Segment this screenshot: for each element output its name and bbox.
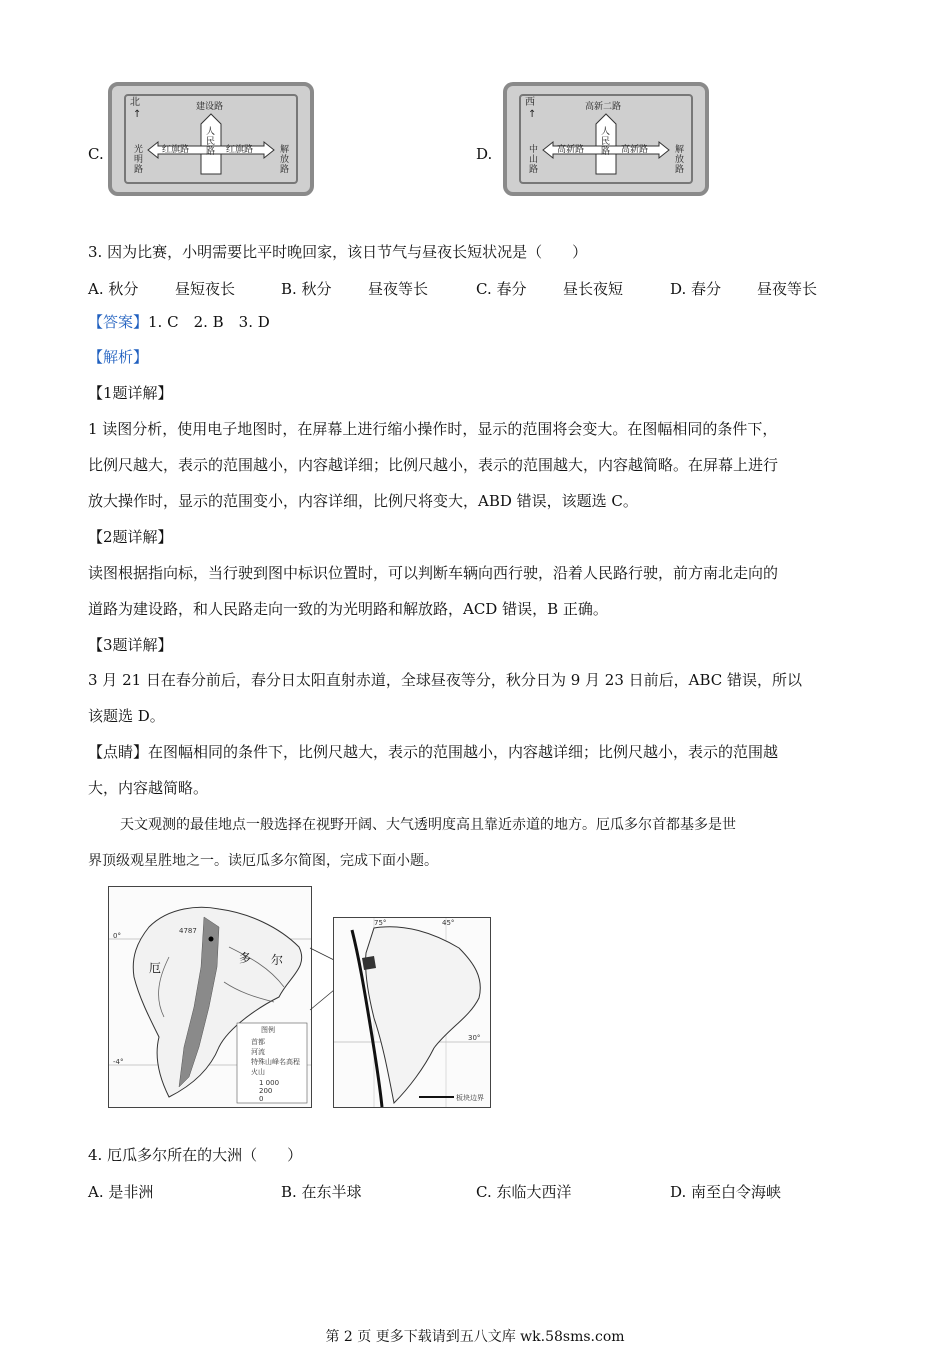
q4-option-c: C. 东临大西洋: [476, 1183, 572, 1201]
q3-option-d-letter: D. 春分: [670, 280, 722, 298]
tip-line-1: [88, 742, 778, 762]
q4-option-b: B. 在东半球: [281, 1183, 362, 1201]
legend-item-volcano: 火山: [251, 1068, 265, 1076]
west-arrow-icon: ↑: [528, 109, 537, 120]
detail2-line-2: 道路为建设路，和人民路走向一致的为光明路和解放路，ACD 错误，B 正确。: [88, 600, 608, 618]
passage-line-1: 天文观测的最佳地点一般选择在视野开阔、大气透明度高且靠近赤道的地方。厄瓜多尔首都基多是世: [120, 817, 736, 833]
south-america-locator-map: [333, 917, 491, 1108]
q3-option-b-letter: B. 秋分: [281, 280, 332, 298]
detail1-line-1: 1 读图分析，使用电子地图时，在屏幕上进行缩小操作时，显示的范围将会变大。在图幅相同的条件下，: [88, 420, 778, 438]
legend-elev-0: 0: [259, 1095, 264, 1103]
left-v-road-label: 中山路: [527, 144, 537, 174]
q3-stem: 3. 因为比赛，小明需要比平时晚回家，该日节气与昼夜长短状况是（ ）: [88, 243, 588, 261]
legend-title: 图例: [261, 1026, 275, 1034]
option-c-label: C.: [88, 145, 104, 163]
detail1-line-3: 放大操作时，显示的范围变小，内容详细，比例尺将变大，ABD 错误，该题选 C。: [88, 492, 638, 510]
answer-tag: 【答案】: [88, 313, 149, 331]
north-indicator: 北: [130, 97, 140, 108]
main-road-label: 人民路: [204, 126, 214, 156]
elevation-value: 4787: [179, 927, 197, 935]
tip-text-1: 在图幅相同的条件下，比例尺越大，表示的范围越小，内容越详细；比例尺越小，表示的范围越: [148, 743, 779, 761]
left-h-road-label: 红旗路: [162, 145, 190, 155]
top-road-label: 建设路: [196, 102, 224, 112]
answer-line: [88, 312, 270, 332]
passage-line-2: 界顶级观星胜地之一。读厄瓜多尔简图，完成下面小题。: [88, 853, 438, 869]
analysis-tag: 【解析】: [88, 348, 149, 366]
plate-boundary-label: 板块边界: [456, 1094, 484, 1102]
legend-item-capital: 首都: [251, 1038, 265, 1046]
latitude-minus4-label: -4°: [113, 1058, 124, 1066]
road-sign-c: [108, 82, 314, 196]
map-label-duo: 多: [239, 951, 252, 965]
q3-option-d-text: 昼夜等长: [757, 280, 818, 298]
q4-option-d: D. 南至白令海峡: [670, 1183, 782, 1201]
north-arrow-icon: ↑: [133, 109, 142, 120]
legend-item-peak: 特殊山峰名高程: [251, 1058, 300, 1066]
top-road-label: 高新二路: [585, 102, 622, 112]
road-sign-d: [503, 82, 709, 196]
right-v-road-label: 解放路: [278, 144, 288, 174]
detail3-line-2: 该题选 D。: [88, 707, 165, 725]
map-label-e: 厄: [149, 961, 162, 975]
main-road-label: 人民路: [599, 126, 609, 156]
q4-stem: 4. 厄瓜多尔所在的大洲（ ）: [88, 1146, 303, 1164]
longitude-75-label: 75°: [374, 919, 387, 927]
longitude-45-label: 45°: [442, 919, 455, 927]
right-h-road-label: 红旗路: [226, 145, 254, 155]
detail3-line-1: 3 月 21 日在春分前后，春分日太阳直射赤道，全球昼夜等分，秋分日为 9 月 23 日前后，ABC 错误，所以: [88, 671, 803, 689]
ecuador-detail-map: [108, 886, 312, 1108]
q3-option-a-text: 昼短夜长: [175, 280, 236, 298]
detail1-line-2: 比例尺越大，表示的范围越小，内容越详细；比例尺越小，表示的范围越大，内容越简略。在屏幕上进行: [88, 456, 779, 474]
right-h-road-label: 高新路: [621, 145, 649, 155]
q4-option-a: A. 是非洲: [88, 1183, 154, 1201]
map-label-er: 尔: [271, 953, 284, 967]
latitude-30-label: 30°: [468, 1034, 481, 1042]
tip-tag: 【点睛】: [88, 743, 149, 761]
q3-option-c-letter: C. 春分: [476, 280, 527, 298]
ecuador-outline-graphic: [109, 887, 311, 1107]
page-footer: 第 2 页 更多下载请到五八文库 wk.58sms.com: [325, 1329, 625, 1345]
west-indicator: 西: [525, 97, 535, 108]
option-d-label: D.: [476, 145, 493, 163]
latitude-0-label: 0°: [113, 932, 121, 940]
q3-option-c-text: 昼长夜短: [563, 280, 624, 298]
left-h-road-label: 高新路: [557, 145, 585, 155]
tip-line-2: 大，内容越简略。: [88, 779, 209, 797]
q3-option-b-text: 昼夜等长: [368, 280, 429, 298]
right-v-road-label: 解放路: [673, 144, 683, 174]
detail3-tag: 【3题详解】: [88, 636, 173, 654]
answer-text: 1. C 2. B 3. D: [148, 313, 270, 331]
legend-item-river: 河流: [251, 1048, 265, 1056]
legend-elev-1000: 1 000: [259, 1079, 280, 1087]
detail2-line-1: 读图根据指向标，当行驶到图中标识位置时，可以判断车辆向西行驶，沿着人民路行驶，前方南北走向的: [88, 564, 779, 582]
detail2-tag: 【2题详解】: [88, 528, 173, 546]
detail1-tag: 【1题详解】: [88, 384, 173, 402]
q3-option-a-letter: A. 秋分: [88, 280, 139, 298]
legend-elev-200: 200: [259, 1087, 273, 1095]
south-america-graphic: [334, 918, 490, 1107]
left-v-road-label: 光明路: [132, 144, 142, 174]
